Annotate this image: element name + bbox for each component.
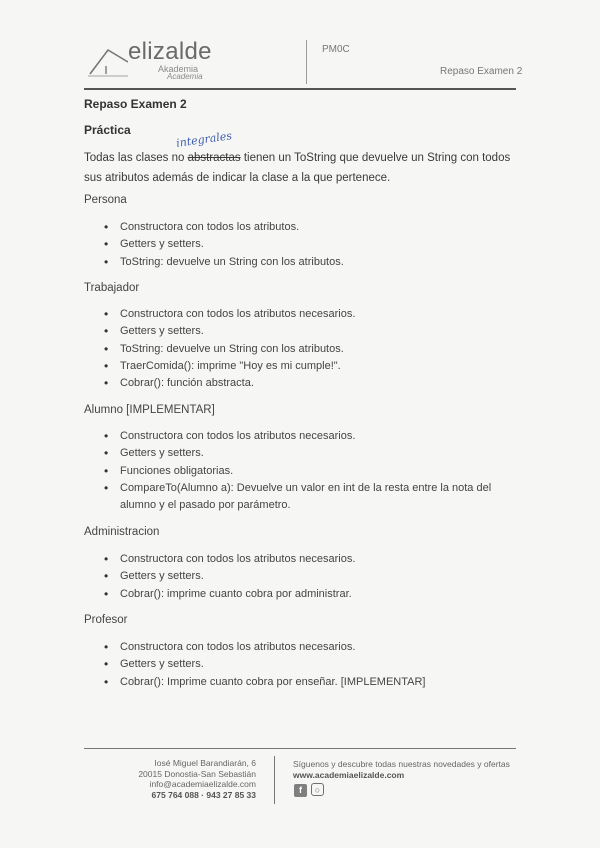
logo-subtitle-basque: Akademia bbox=[158, 64, 199, 74]
house-logo-icon bbox=[88, 36, 128, 80]
list-item: • ToString: devuelve un String con los atributos. bbox=[104, 254, 344, 271]
list-item: • Funciones obligatorias. bbox=[104, 463, 510, 480]
intro-text-a: Todas las clases no bbox=[84, 152, 188, 164]
footer-social bbox=[293, 759, 510, 781]
list-profesor bbox=[104, 639, 425, 691]
list-administracion bbox=[104, 551, 355, 603]
heading-profesor: Profesor bbox=[84, 614, 128, 626]
heading-alumno: Alumno [IMPLEMENTAR] bbox=[84, 404, 215, 416]
footer-email: info@academiaelizalde.com bbox=[149, 779, 256, 789]
header-doc-title: Repaso Examen 2 bbox=[440, 66, 523, 77]
list-item: • CompareTo(Alumno a): Devuelve un valor en int de la resta entre la nota del alumno y el pasado por parámetro. bbox=[104, 480, 510, 515]
list-item: • Getters y setters. bbox=[104, 656, 425, 673]
struck-word: abstractas bbox=[187, 152, 241, 164]
list-item: • Getters y setters. bbox=[104, 445, 510, 462]
heading-trabajador: Trabajador bbox=[84, 282, 140, 294]
course-code: PM0C bbox=[322, 44, 350, 55]
header-divider bbox=[306, 40, 307, 84]
list-item: • Cobrar(): Imprime cuanto cobra por enseñar. [IMPLEMENTAR] bbox=[104, 674, 425, 691]
footer-tagline: Síguenos y descubre todas nuestras novedades y ofertas bbox=[293, 759, 510, 769]
list-item: • Getters y setters. bbox=[104, 568, 355, 585]
page-title: Repaso Examen 2 bbox=[84, 97, 187, 111]
list-item: • Constructora con todos los atributos necesarios. bbox=[104, 551, 355, 568]
footer-address-line: Iosé Miguel Barandiarán, 6 bbox=[154, 758, 256, 768]
list-item: • Cobrar(): imprime cuanto cobra por administrar. bbox=[104, 586, 355, 603]
list-item: • ToString: devuelve un String con los atributos. bbox=[104, 341, 355, 358]
list-item: • Constructora con todos los atributos. bbox=[104, 219, 344, 236]
logo-subtitle-spanish: Academia bbox=[167, 72, 203, 81]
intro-paragraph bbox=[84, 148, 524, 188]
handwritten-note: integrales bbox=[175, 129, 233, 150]
footer-city-line: 20015 Donostia-San Sebastián bbox=[138, 768, 256, 779]
instagram-icon: ○ bbox=[311, 783, 324, 796]
list-item: • Constructora con todos los atributos necesarios. bbox=[104, 428, 510, 445]
list-trabajador bbox=[104, 306, 355, 392]
list-item: • Getters y setters. bbox=[104, 323, 355, 340]
footer-phones: 675 764 088 · 943 27 85 33 bbox=[151, 789, 256, 800]
list-item: • TraerComida(): imprime "Hoy es mi cumple!". bbox=[104, 358, 355, 375]
heading-administracion: Administracion bbox=[84, 526, 160, 538]
footer-rule bbox=[84, 748, 516, 749]
list-item: • Cobrar(): función abstracta. bbox=[104, 375, 355, 392]
footer-divider bbox=[274, 756, 275, 804]
footer-contact bbox=[96, 758, 256, 800]
list-item: • Constructora con todos los atributos necesarios. bbox=[104, 639, 425, 656]
footer-website: www.academiaelizalde.com bbox=[293, 770, 405, 780]
list-persona bbox=[104, 219, 344, 271]
section-practica: Práctica bbox=[84, 123, 131, 137]
facebook-icon: f bbox=[294, 784, 307, 797]
list-alumno bbox=[104, 428, 510, 515]
list-item: • Getters y setters. bbox=[104, 236, 344, 253]
academy-logo bbox=[88, 36, 238, 84]
social-icons bbox=[294, 780, 328, 798]
list-item: • Constructora con todos los atributos necesarios. bbox=[104, 306, 355, 323]
heading-persona: Persona bbox=[84, 194, 127, 206]
intro-text-b: tienen un ToString que devuelve un String con todos sus atributos además de indicar la clase a la que pertenece. bbox=[84, 152, 511, 184]
logo-name: elizalde bbox=[128, 38, 212, 65]
header-rule bbox=[84, 88, 516, 90]
